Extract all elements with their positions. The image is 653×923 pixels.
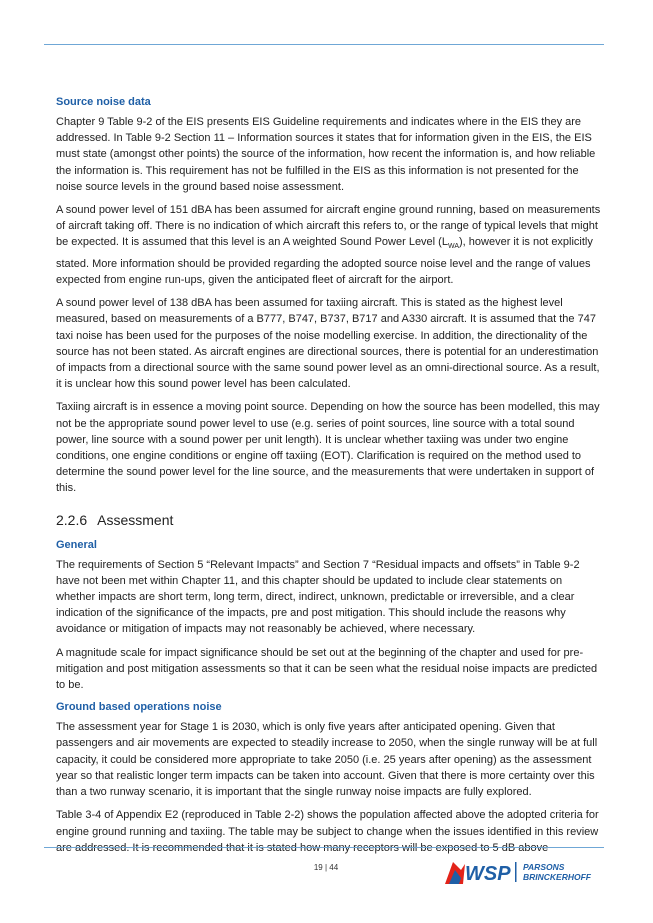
- section-title: Assessment: [97, 511, 174, 528]
- logo-wsp-text: WSP: [465, 863, 511, 885]
- paragraph: Table 3-4 of Appendix E2 (reproduced in Table 2-2) shows the population affected above the adopted criteria for engine ground running and taxiing. The table may be subject to change when the issues identified in this review: [56, 809, 599, 838]
- section-heading-assessment: [56, 511, 604, 529]
- document-body: [56, 95, 604, 863]
- page-number: 19 | 44: [313, 863, 339, 872]
- wsp-parsons-brinckerhoff-logo: [443, 856, 605, 886]
- subscript-wa: WA: [447, 243, 459, 251]
- paragraph: [56, 202, 604, 288]
- subheading-source-noise-data: Source noise data: [56, 96, 151, 108]
- paragraph: The assessment year for Stage 1 is 2030, which is only five years after anticipated opening. Given that passengers and air movements are expected to steadily increase to 2050, when the single runway will be at full capacity, it could be considered more appropriate to take 2050 (i.e. 25 years after opening) as the assessment year so that realistic longer term impacts can be taken into account. Given that there is more certainty over this than a two runway scenario, it is important that the single runway noise impacts are fully explored.: [56, 721, 598, 799]
- footer-rule: [44, 847, 604, 848]
- logo-parsons-text: PARSONS: [523, 862, 565, 872]
- paragraph: Taxiing aircraft is in essence a moving point source. Depending on how the source has been modelled, this may not be the appropriate sound power level to use (e.g. series of point sources, line source with a total sound power, line source with a sound power per unit length). It is unclear whether taxiing was under two engine conditions, one engine conditions or engine off taxiing (EOT). Clarification is required on the method used to determine the sound power level for the line source, and the measurements that were undertaken in support of this.: [56, 401, 600, 495]
- paragraph: A magnitude scale for impact significance should be set out at the beginning of the chapter and used for pre-mitigation and post mitigation assessments so that it can be seen what the residual noise impacts are predicted to be.: [56, 646, 598, 692]
- logo-brinckerhoff-text: BRINCKERHOFF: [523, 872, 591, 882]
- section-number: 2.2.6: [56, 511, 88, 528]
- subheading-ground-based-operations-noise: Ground based operations noise: [56, 701, 222, 714]
- header-rule: [44, 44, 604, 45]
- paragraph: Chapter 9 Table 9-2 of the EIS presents EIS Guideline requirements and indicates where in the EIS they are addressed. In Table 9-2 Section 11 – Information sources it states that for information given in the EIS, the EIS must state (amongst other points) the source of the information, how recent the information is, and how reliable the information is. This requirement has not be fulfilled in the EIS as this information is not presented for the noise source levels in the ground based noise assessment.: [56, 116, 596, 193]
- subheading-general: General: [56, 538, 97, 551]
- paragraph: A sound power level of 138 dBA has been assumed for taxiing aircraft. This is stated as the highest level measured, based on measurements of a B777, B747, B737, B717 and A330 aircraft. It is assumed that the 747 taxi noise has been used for the purposes of the noise modelling exercise. In addition, the directionality of the source has not been stated. As aircraft engines are directional sources, there is potential for an underestimation of impacts from a directional source with the same sound power level as an omni-directional source. As a result, it is unclear how this sound power level has been calculated.: [56, 297, 600, 391]
- paragraph: The requirements of Section 5 “Relevant Impacts” and Section 7 “Residual impacts and offsets” in Table 9-2 have not been met within Chapter 11, and this chapter should be updated to include clear statements on whether impacts are short term, long term, direct, indirect, unknown, predictable or irreversible, and a clear indication of the significance of the impacts, pre and post mitigation. This should include the reasons why avoidance or mitigation of impacts may not reasonably be achieved, where necessary.: [56, 558, 580, 636]
- paragraph-text-continued: ), however it is not explicitly stated. More information should be provided regarding the adopted source noise level and the range of values expected from engine run-ups, given the anticipated fleet of aircraft for the airport.: [56, 236, 593, 287]
- paragraph-text: A sound power level of 151 dBA has been assumed for aircraft engine ground running, based on measurements of aircraft taking off. There is no indication of which aircraft this refers to, or the range of typical levels that might be expected. It is assumed that this level is an A weighted Sound Power Level (L: [56, 204, 601, 249]
